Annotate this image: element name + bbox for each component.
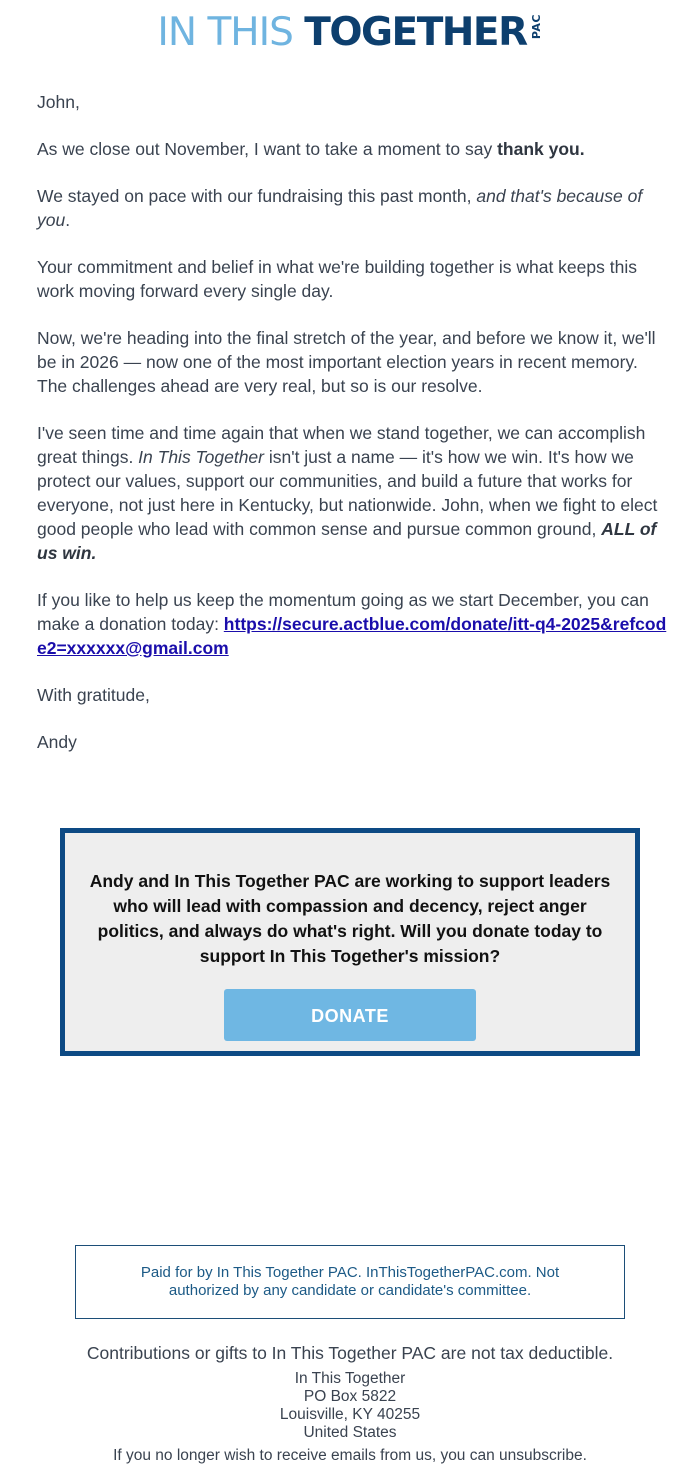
paragraph-5-text-b: isn't just a name — it's how we win. It's how we protect our values, support our communities, and build a future that works for everyone, not just here in Kentucky, but nationwide. John, when we fight to elect good people who lead with common sense and pursue common ground,	[37, 447, 658, 539]
unsubscribe-line	[0, 1447, 700, 1465]
paragraph-2	[37, 184, 667, 232]
letter-body	[37, 90, 667, 777]
all-of-us-win-bold: ALL of us win.	[37, 519, 657, 563]
logo-pac: PAC	[529, 13, 543, 39]
donate-link[interactable]: https://secure.actblue.com/donate/itt-q4-2025&refcode2=xxxxxx@gmail.com	[37, 614, 667, 658]
signature: Andy	[37, 732, 77, 752]
donate-box-text: Andy and In This Together PAC are working to support leaders who will lead with compassion and decency, reject anger politics, and always do what's right. Will you donate today to support In This Together's mission?	[89, 871, 611, 966]
unsubscribe-link[interactable]: If you no longer wish to receive emails from us, you can unsubscribe.	[113, 1447, 587, 1464]
donate-box	[60, 828, 640, 1056]
logo-text-dark: TOGETHER	[304, 10, 527, 55]
paragraph-6-text: If you like to help us keep the momentum going as we start December, you can make a donation today:	[37, 590, 649, 634]
paragraph-5-italic: In This Together	[138, 447, 264, 467]
paragraph-2-italic: and that's because of you	[37, 186, 643, 230]
logo[interactable]	[0, 10, 700, 55]
logo-text-light: IN THIS	[157, 10, 305, 55]
paragraph-1-text: As we close out November, I want to take a moment to say	[37, 139, 498, 159]
paragraph-5-text-a: I've seen time and time again that when we stand together, we can accomplish great things.	[37, 423, 646, 467]
greeting: John,	[37, 92, 80, 112]
paragraph-4: Now, we're heading into the final stretch of the year, and before we know it, we'll be in 2026 — now one of the most important election years in recent memory. The challenges ahead are very real, but so is our resolve.	[37, 328, 656, 396]
paragraph-3: Your commitment and belief in what we're building together is what keeps this work moving forward every single day.	[37, 257, 637, 301]
paragraph-2-text: We stayed on pace with our fundraising this past month,	[37, 186, 477, 206]
address-city: Louisville, KY 40255	[279, 1406, 421, 1423]
tax-note: Contributions or gifts to In This Together PAC are not tax deductible.	[86, 1343, 614, 1363]
address-po-box: PO Box 5822	[303, 1388, 397, 1405]
paid-for-disclaimer: Paid for by In This Together PAC. InThisTogetherPAC.com. Not authorized by any candidate or candidate's committee.	[75, 1245, 625, 1319]
closing: With gratitude,	[37, 685, 150, 705]
paragraph-1	[37, 137, 667, 161]
donate-button[interactable]: DONATE	[224, 989, 476, 1041]
address-org: In This Together	[294, 1370, 406, 1387]
paragraph-5	[37, 421, 667, 565]
address-country: United States	[303, 1424, 397, 1441]
paragraph-6	[37, 588, 667, 660]
paragraph-2-end: .	[65, 210, 71, 230]
mailing-address	[0, 1370, 700, 1442]
thank-you-bold: thank you.	[497, 139, 585, 159]
